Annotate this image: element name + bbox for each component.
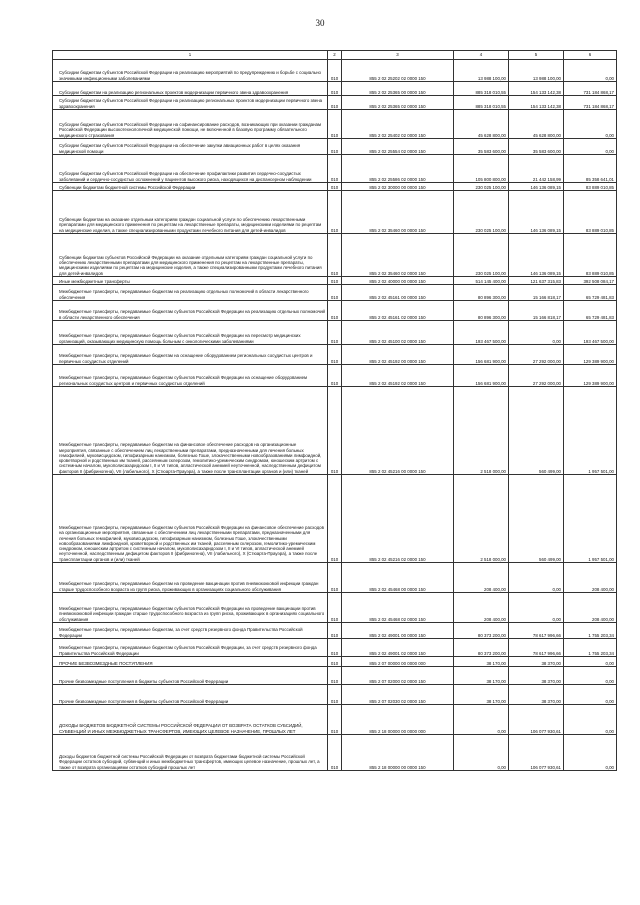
- row-code: 010: [328, 139, 342, 155]
- table-row: [53, 321, 617, 345]
- row-unexecuted: 129 389 900,00: [564, 365, 617, 387]
- row-name: Межбюджетные трансферты, передаваемые бюджетам на оснащение оборудованием региональных сосудистых центров и первичных сосудистых отделений: [53, 345, 328, 365]
- row-unexecuted: 0,00: [564, 685, 617, 705]
- row-unexecuted: 0,00: [564, 667, 617, 685]
- row-name: Субсидии бюджетам субъектов Российской Федерации на обеспечение закупки авиационных работ в целях оказания медицинской помощи: [53, 139, 328, 155]
- row-code: 010: [328, 639, 342, 657]
- row-kbk: 855 2 07 02030 02 0000 150: [342, 685, 454, 705]
- row-kbk: 855 2 02 45468 02 0000 150: [342, 593, 454, 623]
- table-row: [53, 475, 617, 563]
- table-row: [53, 285, 617, 301]
- row-approved: 35 583 600,00: [454, 139, 509, 155]
- row-executed: 38 370,00: [509, 685, 564, 705]
- row-code: 010: [328, 110, 342, 139]
- row-kbk: 855 2 02 45192 02 0000 150: [342, 365, 454, 387]
- row-name: Межбюджетные трансферты, передаваемые бюджетам на проведение вакцинации против пневмококковой инфекции граждан старше трудоспособного возраста из групп риска, проживающих в организациях социального обслуживания: [53, 563, 328, 593]
- row-approved: 230 025 100,00: [454, 234, 509, 277]
- row-executed: 13 988 100,00: [509, 60, 564, 82]
- table-row: [53, 593, 617, 623]
- header-col-5: 5: [509, 51, 564, 60]
- row-unexecuted: 731 184 868,17: [564, 96, 617, 110]
- row-unexecuted: 1 755 203,34: [564, 639, 617, 657]
- row-approved: 156 681 900,00: [454, 365, 509, 387]
- row-name: Межбюджетные трансферты, передаваемые бюджетам субъектов Российской Федерации на пересмотр медицинских организаций, оказывающих медицинскую помощь больным с онкологическими заболеваниями: [53, 321, 328, 345]
- row-executed: 78 617 996,66: [509, 623, 564, 639]
- row-executed: 21 442 158,99: [509, 155, 564, 183]
- row-unexecuted: 1 755 203,34: [564, 623, 617, 639]
- table-row: [53, 345, 617, 365]
- row-unexecuted: 65 729 481,83: [564, 285, 617, 301]
- row-code: 010: [328, 234, 342, 277]
- row-kbk: 855 2 02 25365 00 0000 150: [342, 82, 454, 96]
- row-name: Межбюджетные трансферты, передаваемые бюджетам субъектов Российской Федерации на финансовое обеспечение расходов на организационные мероприятия, связанные с обеспечением лиц лекарственными препаратами, предназначенными для лечения больных гемофилией, муковисцидозом, гипофизарным нанизмом, болезнью Гоше, злокачественными новообразованиями лимфоидной, кроветворной и родственных им тканей, рассеянным склерозом, гемолитико-уремическим синдромом, юношеским артритом с системным началом, мукополисахаридозом I, II и VI типов, апластической анемией неуточненной, наследственным дефицитом факторов II (фибриногена), VII (лабильного), X (Стюарта-Прауэра), а также после трансплантации органов и (или) тканей: [53, 475, 328, 563]
- row-executed: 35 583 600,00: [509, 139, 564, 155]
- row-executed: 78 617 996,66: [509, 639, 564, 657]
- row-executed: 45 628 800,00: [509, 110, 564, 139]
- row-name: Субсидии бюджетам субъектов Российской Федерации на реализацию региональных проектов модернизации первичного звена здравоохранения: [53, 96, 328, 110]
- row-code: 010: [328, 667, 342, 685]
- row-unexecuted: 1 957 501,00: [564, 387, 617, 475]
- row-unexecuted: 392 508 084,17: [564, 277, 617, 285]
- row-name: ПРОЧИЕ БЕЗВОЗМЕЗДНЫЕ ПОСТУПЛЕНИЯ: [53, 657, 328, 667]
- table-row: [53, 623, 617, 639]
- row-code: 010: [328, 685, 342, 705]
- table-row: [53, 685, 617, 705]
- table-header: [53, 51, 617, 60]
- row-approved: 230 025 100,00: [454, 183, 509, 191]
- row-executed: 154 133 142,38: [509, 96, 564, 110]
- table-row: [53, 563, 617, 593]
- row-code: 010: [328, 475, 342, 563]
- row-approved: 208 400,00: [454, 593, 509, 623]
- row-unexecuted: 0,00: [564, 735, 617, 771]
- row-approved: 2 518 000,00: [454, 475, 509, 563]
- row-unexecuted: 731 184 868,17: [564, 82, 617, 96]
- row-code: 010: [328, 345, 342, 365]
- table-body: [53, 60, 617, 771]
- row-approved: 514 145 400,00: [454, 277, 509, 285]
- row-kbk: 855 2 07 02000 02 0000 150: [342, 667, 454, 685]
- row-name: Субсидии бюджетам субъектов Российской Федерации на обеспечение профилактики развития сердечно-сосудистых заболеваний и сердечно-сосудистых осложнений у пациентов высокого риска, находящихся на диспансерном наблюдении: [53, 155, 328, 183]
- row-executed: 38 370,00: [509, 667, 564, 685]
- row-name: Межбюджетные трансферты, передаваемые бюджетам субъектов Российской Федерации на реализацию отдельных полномочий в области лекарственного обеспечения: [53, 301, 328, 321]
- row-kbk: 855 2 02 25586 02 0000 150: [342, 155, 454, 183]
- row-code: 010: [328, 705, 342, 735]
- row-code: 010: [328, 183, 342, 191]
- row-name: Межбюджетные трансферты, передаваемые бюджетам субъектов Российской Федерации на оснащение оборудованием региональных сосудистых центров и первичных сосудистых отделений: [53, 365, 328, 387]
- row-name: Межбюджетные трансферты, передаваемые бюджетам на финансовое обеспечение расходов на организационные мероприятия, связанные с обеспечением лиц лекарственными препаратами, предназначенными для лечения больных гемофилией, муковисцидозом, гипофизарным нанизмом, болезнью Гоше, злокачественными новообразованиями лимфоидной, кроветворной и родственных им тканей, рассеянным склерозом, гемолитико-уремическим синдромом, юношеским артритом с системным началом, мукополисахаридозом I, II и VI типов, апластической анемией неуточненной, наследственным дефицитом факторов II (фибриногена), VII (лабильного), X (Стюарта-Прауэра), а также после трансплантации органов и (или) тканей: [53, 387, 328, 475]
- row-unexecuted: 65 729 481,83: [564, 301, 617, 321]
- row-approved: 45 628 800,00: [454, 110, 509, 139]
- row-kbk: 855 2 02 45100 02 0000 150: [342, 321, 454, 345]
- table-row: [53, 657, 617, 667]
- row-approved: 0,00: [454, 705, 509, 735]
- row-unexecuted: 129 389 900,00: [564, 345, 617, 365]
- table-row: [53, 277, 617, 285]
- table-row: [53, 365, 617, 387]
- table-row: [53, 110, 617, 139]
- row-approved: 80 896 300,00: [454, 301, 509, 321]
- table-row: [53, 96, 617, 110]
- row-code: 010: [328, 191, 342, 234]
- row-executed: 27 292 000,00: [509, 365, 564, 387]
- row-approved: 156 681 900,00: [454, 345, 509, 365]
- row-name: Субсидии бюджетам на реализацию региональных проектов модернизации первичного звена здравоохранения: [53, 82, 328, 96]
- row-name: Доходы бюджетов бюджетной системы Российской Федерации от возврата бюджетами бюджетной системы Российской Федерации остатков субсидий, субвенций и иных межбюджетных трансфертов, имеющих целевое назначение, прошлых лет, а также от возврата организациями остатков субсидий прошлых лет: [53, 735, 328, 771]
- header-col-3: 3: [342, 51, 454, 60]
- row-code: 010: [328, 155, 342, 183]
- row-approved: 230 025 100,00: [454, 191, 509, 234]
- row-kbk: 855 2 02 25202 02 0000 150: [342, 60, 454, 82]
- table-row: [53, 183, 617, 191]
- header-col-6: 6: [564, 51, 617, 60]
- table-row: [53, 639, 617, 657]
- row-code: 010: [328, 563, 342, 593]
- row-unexecuted: 83 889 010,85: [564, 191, 617, 234]
- row-approved: 0,00: [454, 735, 509, 771]
- table-row: [53, 155, 617, 183]
- table-row: [53, 705, 617, 735]
- row-unexecuted: 0,00: [564, 60, 617, 82]
- row-approved: 38 170,00: [454, 667, 509, 685]
- row-kbk: 855 2 02 45216 00 0000 150: [342, 387, 454, 475]
- row-unexecuted: 83 889 010,85: [564, 183, 617, 191]
- table-row: [53, 735, 617, 771]
- table-row: [53, 234, 617, 277]
- row-kbk: 855 2 02 35460 00 0000 150: [342, 191, 454, 234]
- row-approved: 80 896 300,00: [454, 285, 509, 301]
- row-code: 010: [328, 387, 342, 475]
- row-kbk: 855 2 18 00000 00 0000 150: [342, 735, 454, 771]
- row-kbk: 855 2 02 25402 02 0000 150: [342, 110, 454, 139]
- page-number: 30: [315, 18, 325, 28]
- row-executed: 146 136 089,15: [509, 234, 564, 277]
- row-approved: 38 170,00: [454, 685, 509, 705]
- row-approved: 885 318 010,55: [454, 82, 509, 96]
- row-code: 010: [328, 623, 342, 639]
- row-code: 010: [328, 60, 342, 82]
- row-executed: 560 499,00: [509, 387, 564, 475]
- row-unexecuted: 0,00: [564, 110, 617, 139]
- row-name: Субсидии бюджетам субъектов Российской Федерации на софинансирование расходов, возникающих при оказании гражданам Российской Федерации высокотехнологичной медицинской помощи, не включенной в базовую программу обязательного медицинского страхования: [53, 110, 328, 139]
- row-name: Субсидии бюджетам субъектов Российской Федерации на реализацию мероприятий по предупреждению и борьбе с социально значимыми инфекционными заболеваниями: [53, 60, 328, 82]
- row-executed: 15 166 818,17: [509, 301, 564, 321]
- row-executed: 106 077 930,61: [509, 705, 564, 735]
- row-approved: 13 988 100,00: [454, 60, 509, 82]
- table-row: [53, 82, 617, 96]
- row-approved: 2 518 000,00: [454, 387, 509, 475]
- row-executed: 15 166 818,17: [509, 285, 564, 301]
- row-code: 010: [328, 277, 342, 285]
- row-unexecuted: 0,00: [564, 139, 617, 155]
- row-code: 010: [328, 285, 342, 301]
- row-code: 010: [328, 301, 342, 321]
- row-executed: 106 077 930,61: [509, 735, 564, 771]
- row-kbk: 855 2 02 49001 00 0000 150: [342, 623, 454, 639]
- row-code: 010: [328, 82, 342, 96]
- row-kbk: 855 2 02 49001 02 0000 150: [342, 639, 454, 657]
- row-approved: 105 800 800,00: [454, 155, 509, 183]
- row-name: Межбюджетные трансферты, передаваемые бюджетам субъектов Российской Федерации на проведение вакцинации против пневмококковой инфекции граждан старше трудоспособного возраста из групп риска, проживающих в организациях социального обслуживания: [53, 593, 328, 623]
- row-code: 010: [328, 657, 342, 667]
- header-col-4: 4: [454, 51, 509, 60]
- table-row: [53, 139, 617, 155]
- row-code: 010: [328, 735, 342, 771]
- row-name: Субвенции бюджетам бюджетной системы Российской Федерации: [53, 183, 328, 191]
- row-name: Субвенции бюджетам субъектов Российской Федерации на оказание отдельным категориям граждан социальной услуги по обеспечению лекарственными препаратами для медицинского применения по рецептам на лекарственные препараты, медицинскими изделиями по рецептам на медицинские изделия, а также специализированными продуктами лечебного питания для детей-инвалидов: [53, 234, 328, 277]
- row-kbk: 855 2 07 00000 00 0000 000: [342, 657, 454, 667]
- row-executed: 38 370,00: [509, 657, 564, 667]
- row-unexecuted: 0,00: [564, 657, 617, 667]
- row-unexecuted: 208 400,00: [564, 563, 617, 593]
- row-approved: 193 467 500,00: [454, 321, 509, 345]
- table-row: [53, 387, 617, 475]
- row-approved: 38 170,00: [454, 657, 509, 667]
- row-name: Межбюджетные трансферты, передаваемые бюджетам на реализацию отдельных полномочий в области лекарственного обеспечения: [53, 285, 328, 301]
- row-kbk: 855 2 18 00000 00 0000 000: [342, 705, 454, 735]
- row-executed: 0,00: [509, 593, 564, 623]
- row-kbk: 855 2 02 45192 00 0000 150: [342, 345, 454, 365]
- row-unexecuted: 193 467 500,00: [564, 321, 617, 345]
- row-kbk: 855 2 02 25554 02 0000 150: [342, 139, 454, 155]
- row-code: 010: [328, 321, 342, 345]
- row-name: Субвенции бюджетам на оказание отдельным категориям граждан социальной услуги по обеспечению лекарственными препаратами для медицинского применения по рецептам на лекарственные препараты, медицинскими изделиями по рецептам на медицинские изделия, а также специализированными продуктами лечебного питания для детей-инвалидов: [53, 191, 328, 234]
- row-name: Межбюджетные трансферты, передаваемые бюджетам субъектов Российской Федерации, за счет средств резервного фонда Правительства Российской Федерации: [53, 639, 328, 657]
- row-executed: 146 136 089,15: [509, 183, 564, 191]
- row-executed: 560 499,00: [509, 475, 564, 563]
- row-kbk: 855 2 02 25365 02 0000 150: [342, 96, 454, 110]
- row-unexecuted: 85 358 641,01: [564, 155, 617, 183]
- row-name: ДОХОДЫ БЮДЖЕТОВ БЮДЖЕТНОЙ СИСТЕМЫ РОССИЙСКОЙ ФЕДЕРАЦИИ ОТ ВОЗВРАТА ОСТАТКОВ СУБСИДИЙ, СУБВЕНЦИЙ И ИНЫХ МЕЖБЮДЖЕТНЫХ ТРАНСФЕРТОВ, ИМЕЮЩИХ ЦЕЛЕВОЕ НАЗНАЧЕНИЕ, ПРОШЛЫХ ЛЕТ: [53, 705, 328, 735]
- row-executed: 154 133 142,38: [509, 82, 564, 96]
- row-kbk: 855 2 02 35460 02 0000 150: [342, 234, 454, 277]
- row-approved: 80 373 200,00: [454, 623, 509, 639]
- row-approved: 80 373 200,00: [454, 639, 509, 657]
- row-name: Иные межбюджетные трансферты: [53, 277, 328, 285]
- row-kbk: 855 2 02 45468 00 0000 150: [342, 563, 454, 593]
- row-kbk: 855 2 02 45216 02 0000 150: [342, 475, 454, 563]
- row-unexecuted: 1 957 501,00: [564, 475, 617, 563]
- row-approved: 208 400,00: [454, 563, 509, 593]
- table-row: [53, 667, 617, 685]
- row-name: Прочие безвозмездные поступления в бюджеты субъектов Российской Федерации: [53, 667, 328, 685]
- row-code: 010: [328, 593, 342, 623]
- row-kbk: 855 2 02 40000 00 0000 150: [342, 277, 454, 285]
- table-row: [53, 301, 617, 321]
- table-row: [53, 60, 617, 82]
- row-name: Прочие безвозмездные поступления в бюджеты субъектов Российской Федерации: [53, 685, 328, 705]
- row-executed: 146 136 089,15: [509, 191, 564, 234]
- row-kbk: 855 2 02 30000 00 0000 150: [342, 183, 454, 191]
- budget-table: [52, 50, 617, 771]
- row-unexecuted: 208 400,00: [564, 593, 617, 623]
- row-code: 010: [328, 365, 342, 387]
- header-col-2: 2: [328, 51, 342, 60]
- row-kbk: 855 2 02 45161 02 0000 150: [342, 301, 454, 321]
- table-row: [53, 191, 617, 234]
- row-unexecuted: 83 889 010,85: [564, 234, 617, 277]
- header-col-1: 1: [53, 51, 328, 60]
- row-executed: 0,00: [509, 321, 564, 345]
- row-executed: 0,00: [509, 563, 564, 593]
- row-name: Межбюджетные трансферты, передаваемые бюджетам, за счет средств резервного фонда Правительства Российской Федерации: [53, 623, 328, 639]
- header-row: [53, 51, 617, 60]
- row-unexecuted: 0,00: [564, 705, 617, 735]
- row-code: 010: [328, 96, 342, 110]
- row-executed: 27 292 000,00: [509, 345, 564, 365]
- row-approved: 885 318 010,55: [454, 96, 509, 110]
- row-kbk: 855 2 02 45161 00 0000 150: [342, 285, 454, 301]
- row-executed: 121 637 315,83: [509, 277, 564, 285]
